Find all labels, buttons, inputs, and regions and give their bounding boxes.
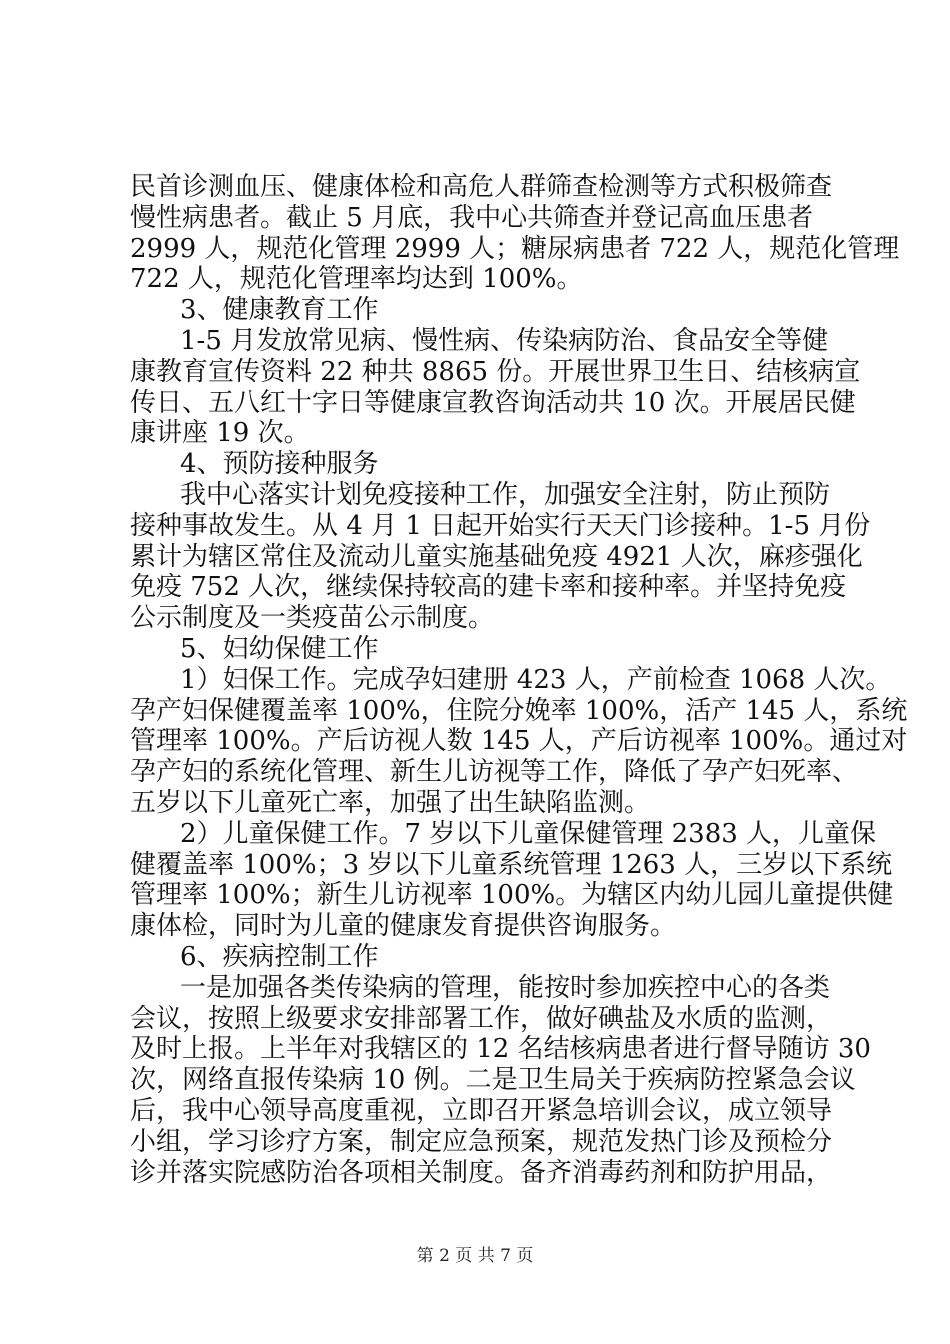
- text-line: 722 人，规范化管理率均达到 100%。: [130, 264, 583, 295]
- text-line: 2999 人，规范化管理 2999 人；糖尿病患者 722 人，规范化管理: [130, 233, 900, 264]
- text-line: 6、疾病控制工作: [180, 941, 379, 972]
- text-line: 健覆盖率 100%；3 岁以下儿童系统管理 1263 人，三岁以下系统: [130, 849, 893, 880]
- text-line: 康教育宣传资料 22 种共 8865 份。开展世界卫生日、结核病宣: [130, 356, 861, 387]
- text-line: 民首诊测血压、健康体检和高危人群筛查检测等方式积极筛查: [130, 172, 833, 202]
- text-line: 及时上报。上半年对我辖区的 12 名结核病患者进行督导随访 30: [130, 1034, 871, 1065]
- text-line: 2）儿童保健工作。7 岁以下儿童保健管理 2383 人，儿童保: [180, 818, 877, 849]
- text-line: 孕产妇保健覆盖率 100%，住院分娩率 100%，活产 145 人，系统: [130, 695, 908, 726]
- text-line: 小组，学习诊疗方案，制定应急预案，规范发热门诊及预检分: [130, 1126, 833, 1157]
- text-line: 诊并落实院感防治各项相关制度。备齐消毒药剂和防护用品，: [130, 1157, 833, 1188]
- text-line: 管理率 100%；新生儿访视率 100%。为辖区内幼儿园儿童提供健: [130, 880, 894, 911]
- text-line: 次，网络直报传染病 10 例。二是卫生局关于疾病防控紧急会议: [130, 1065, 856, 1096]
- text-line: 一是加强各类传染病的管理，能按时参加疾控中心的各类: [180, 972, 831, 1003]
- text-line: 公示制度及一类疫苗公示制度。: [130, 603, 495, 634]
- text-line: 五岁以下儿童死亡率，加强了出生缺陷监测。: [130, 787, 651, 818]
- text-line: 3、健康教育工作: [180, 295, 379, 326]
- text-line: 慢性病患者。截止 5 月底，我中心共筛查并登记高血压患者: [130, 202, 814, 233]
- text-line: 1-5 月发放常见病、慢性病、传染病防治、食品安全等健: [180, 325, 829, 356]
- text-line: 接种事故发生。从 4 月 1 日起开始实行天天门诊接种。1-5 月份: [130, 510, 871, 541]
- text-line: 我中心落实计划免疫接种工作，加强安全注射，防止预防: [180, 479, 831, 510]
- text-line: 5、妇幼保健工作: [180, 633, 379, 664]
- text-line: 后，我中心领导高度重视，立即召开紧急培训会议，成立领导: [130, 1095, 833, 1126]
- text-line: 康讲座 19 次。: [130, 418, 310, 449]
- text-line: 会议，按照上级要求安排部署工作，做好碘盐及水质的监测，: [130, 1003, 833, 1034]
- text-line: 1）妇保工作。完成孕妇建册 423 人，产前检查 1068 人次。: [180, 664, 892, 695]
- text-line: 传日、五八红十字日等健康宣教咨询活动共 10 次。开展居民健: [130, 387, 856, 418]
- page-footer: 第 2 页 共 7 页: [416, 1246, 534, 1266]
- text-line: 累计为辖区常住及流动儿童实施基础免疫 4921 人次，麻疹强化: [130, 541, 863, 572]
- text-line: 4、预防接种服务: [180, 449, 379, 480]
- text-line: 管理率 100%。产后访视人数 145 人，产后访视率 100%。通过对: [130, 726, 908, 757]
- body-text: [130, 172, 908, 1188]
- text-line: 孕产妇的系统化管理、新生儿访视等工作，降低了孕产妇死率、: [130, 757, 859, 788]
- text-line: 康体检，同时为儿童的健康发育提供咨询服务。: [130, 911, 677, 942]
- text-line: 免疫 752 人次，继续保持较高的建卡率和接种率。并坚持免疫: [130, 572, 847, 603]
